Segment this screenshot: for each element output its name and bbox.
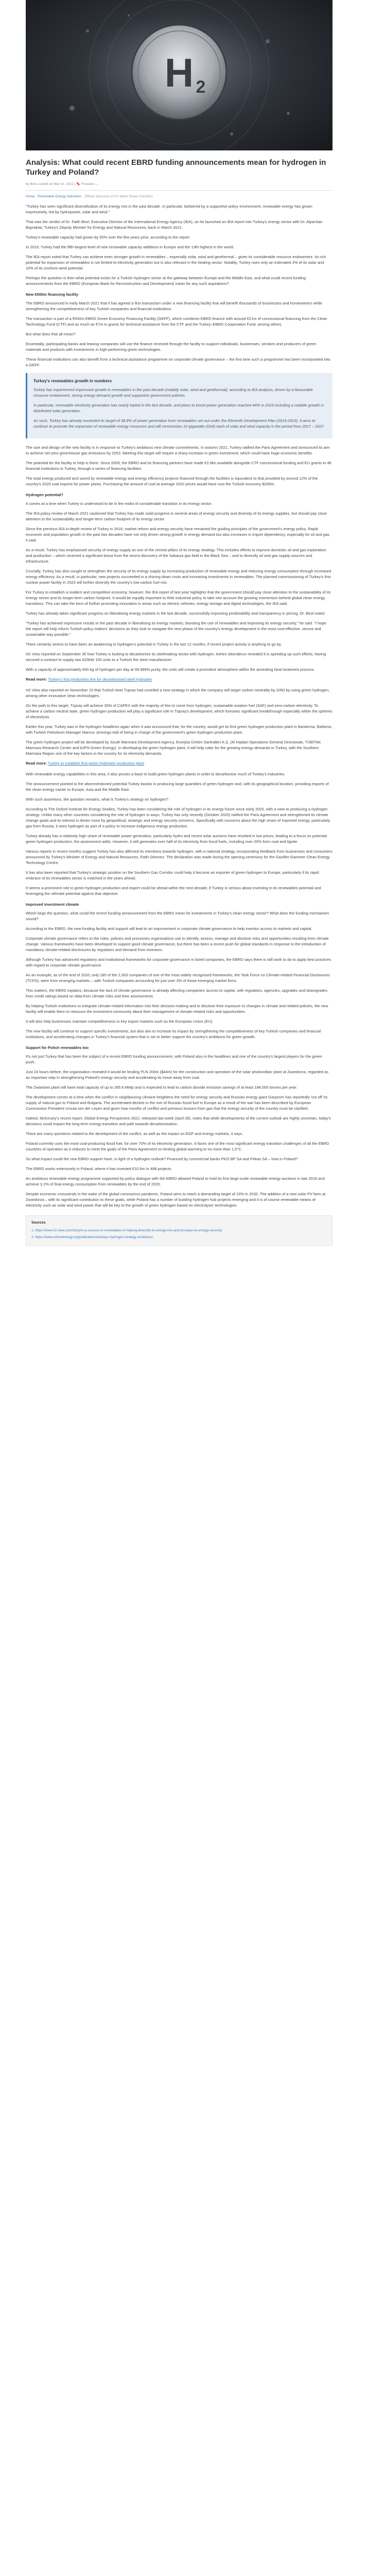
paragraph: It seems a prominent role in green hydrogen production and export could be ahead within the next decade, if Turkey is serious about investing in its renewables potential and leveraging the ultimate potential against that objective. <box>26 886 321 896</box>
paragraph: The development comes at a time when the conflict in neighbouring Ukraine heightens the need for energy security and Russian energy giant Gazprom has reportedly 'cut off' its supply of natural gas to Poland and Bulgaria. The accelerated decline in the rise of Russian fossil fuel in Europe as a result of the war has been described by European Commission President Ursula von der Leyen and given how months of conflict and previous lessons from gas that the energy security of the country must be clarified. <box>26 1095 328 1111</box>
svg-text:H: H <box>164 50 194 95</box>
paragraph: Turkey already has a relatively high share of renewable power generation, particularly hydro and recent solar auctions have resulted in low prices, leading to a focus on potential green hydrogen production, the assessment adds. However, it still generates over half of its electricity from fossil fuels, including over 20% from coal and lignite. <box>26 834 327 844</box>
paragraph: "Turkey has achieved impressive results in the past decade in liberalising its energy markets, boosting the use of renewables and improving its energy security," he said. "I hope the report will help inform Turkish policy makers' decisions as they look to navigate the next phase of the country's energy development in the most cost-effective, secure and sustainable way possible." <box>26 621 326 637</box>
paragraph: The IEA report noted that Turkey can achieve even stronger growth in renewables – especially solar, wind and geothermal – given its considerable resource endowment. Its rich potential for expansion of renewables is not limited to electricity generation but is also relevant in the heating sector. Notably, Turkey uses only an estimated 3% of its solar and 10% of its onshore wind potential. <box>26 255 326 270</box>
article-container <box>26 0 332 1246</box>
paragraph: It's not just Turkey that has been the subject of a recent EBRD funding announcement, with Poland also in the headlines and one of the country's largest players for the green push. <box>26 1054 322 1064</box>
paragraph: These financial institutions can also benefit from a technical assistance programme on corporate climate governance – the first time such a programme has been incorporated into a GEFF. <box>26 357 330 367</box>
callout-paragraph: Turkey has experienced impressive growth in renewables in the past decade (notably solar, wind and geothermal), according to IEA analysis, driven by a favourable resource endowment, strong energy demand growth and supportive government policies. <box>33 387 313 398</box>
paragraph: As a result, Turkey has emphasised security of energy supply as one of the central pillars of its energy strategy. This includes efforts to improve domestic oil and gas exploration and production – which received a significant boost from the recent discovery of the Sakarya gas field in the Black Sea – and to diversify oil and gas supply sources and infrastructure. <box>26 548 326 564</box>
hydrogen-coin-illustration <box>26 0 332 150</box>
paragraph: There are many questions related to the development of the conflict, as well as the impact on EGP and energy markets, it says. <box>26 1131 243 1136</box>
paragraph: According to the EBRD, the new funding facility and support will lead to an improvement in corporate climate governance to help investor access to markets and capital. <box>26 926 312 931</box>
article-meta: by Bob Lockhill on Mar 02, 2021 | 🔖 Fossiere — <box>26 182 99 186</box>
section-heading: Support for Polish renewables too <box>26 1045 89 1050</box>
paragraph: H2 View also reported on November 15 that Turkish beet Tupras had unveiled a new strategy in which the company will target carbon neutrality by 2050 by using green hydrogen, among other innovative clean technologies. <box>26 688 330 698</box>
article-title <box>26 158 332 177</box>
sources-title: Sources <box>31 1221 46 1225</box>
paragraph: With such assertions, the question remains, what is Turkey's strategy on hydrogen? <box>26 797 168 802</box>
paragraph: Perhaps the question is then what potential exists for a Turkish hydrogen sector at the gateway between Europe and the Middle East, and what could recent funding announcements from the EBRD (European Bank for Reconstruction and Development) mean for any such aspirations? <box>26 276 306 286</box>
section-heading: New €500m financing facility <box>26 292 79 297</box>
paragraph: With a capacity of approximately 600 kg of hydrogen per day at 99.999% purity, the units will create a promotive atmosphere within the annealing heat treatment process. <box>26 667 315 672</box>
source-link[interactable]: 2. https://www.oxfordenergy.org/publications/turkeys-hydrogen-strategy-ambitions/ <box>31 1235 153 1239</box>
paragraph: There certainly seems to have been an awakening to hydrogen's potential in Turkey in the last 12 months, if recent project activity is anything to go by. <box>26 642 282 647</box>
hero-image <box>26 0 332 150</box>
paragraph: An ambitious renewable energy programme supported by policy dialogue with the EBRD allowed Poland to hold its first large-scale renewable energy auctions in late 2016 and achieve 3.2% of final energy consumption from renewables by the end of 2020. <box>26 1176 325 1187</box>
read-more <box>26 760 332 766</box>
paragraph: But what does that all mean? <box>26 332 76 336</box>
paragraph: Crucially, Turkey has also sought to strengthen the security of its energy supply by increasing production of renewable energy and reducing energy consumption through increased energy efficiency. As a result, in particular, new projects succeeded in a shining down costs and increasing investments in renewables. The planned commissioning of Turkey's first nuclear power facility in 2023 will further diversify the country's low-carbon fuel mix. <box>26 569 331 585</box>
paragraph: The announcement pointed to the aforementioned potential Turkey boasts in producing large quantities of green hydrogen and, with its geographical location, providing exports of the clean energy carrier to Europe, Asia and the Middle East. <box>26 782 329 792</box>
callout-paragraph: In particular, renewable electricity generation has nearly tripled in the last decade, and plans to boost power generation reached 44% in 2019 including a notable growth in distributed solar generation. <box>33 403 324 413</box>
paragraph: Which begs the question, what could the recent funding announcement from the EBRD mean for investments in Turkey's clean energy sector? What does the funding mechanism sound? <box>26 911 329 921</box>
svg-text:2: 2 <box>196 77 206 97</box>
section-heading: Improved investment climate <box>26 902 79 907</box>
paragraph: The new facility will continue to support specific investments, but also aim to increase its impact by strengthening the competitiveness of key Turkish companies and financial institutions, and accelerating changes in Turkey's financial system that is set to better support the country's ambitions for green growth. <box>26 1029 321 1039</box>
breadcrumb-section: Official Sponsors of H2 Week Power Corridors <box>84 195 153 198</box>
callout-title: Turkey's renewables growth in numbers <box>33 379 112 383</box>
paragraph: The IEA policy review of March 2021 cautioned that Turkey has made solid progress in several areas of energy security and diversity of its energy supplies, but should pay close attention to the sustainability and longer-term carbon footprint of its energy sector. <box>26 511 327 521</box>
paragraph: The EBRD works extensively in Poland, where it has invested €10.6m in 488 projects. <box>26 1166 172 1171</box>
paragraph: This matters, the EBRD explains, because the lack of climate governance is already affecting companies' access to capital, with regulators, agencies, upgrades and downgrades from credit ratings based on data from climate risks and their assessments. <box>26 988 328 998</box>
paragraph: The EBRD announced in early March 2021 that it has agreed a first transaction under a new financing facility that will benefit thousands of businesses and homeowners while strengthening the competitiveness of key Turkish companies and financial institutions. <box>26 301 322 311</box>
paragraph: According to The Oxford Institute for Energy Studies, Turkey has been considering the role of hydrogen in its energy future since early 2020, with a view to producing a hydrogen strategy. Unlike many other countries considering the role of hydrogen in ways, Turkey has only recently (October 2020) ratified the Paris Agreement and strengthened its climate change goals and its interest is driven more by geopolitical, strategic and energy security concerns. Specifically with concerns about the high share of imported energy, particularly gas from Russia, it sees hydrogen as part of a policy to increase indigenous energy production. <box>26 807 330 828</box>
paragraph: So what impact could the new EBRD support have, in light of a hydrogen outlook? Financed by commercial banks PKO BP SA and Pekao SA – how in Poland? <box>26 1157 298 1161</box>
paragraph: That was the verdict of Dr. Fatih Birol, Executive Director of the International Energy Agency (IEA), as he launched an IEA report into Turkey's energy sector with Dr. Alparslan Bayraktar, Turkey's Deputy Minister for Energy and Natural Resources, back in March 2021. <box>26 219 323 230</box>
paragraph: As an example, as of the end of 2020, only 185 of the 2,303 companies of one of the most widely recognised frameworks, the Task Force on Climate-related Financial Disclosures (TCFD), were from emerging markets – with Turkish companies accounting for just over 3% of those emerging market firms. <box>26 973 330 983</box>
breadcrumb <box>26 194 332 199</box>
read-more <box>26 676 332 682</box>
paragraph: Poland currently uses the most coal-producing fossil fuel, for over 70% of its electricity generation. It faces one of the most significant energy transition challenges of all the EBRD countries of operation as it reduces to meet the goals of the Paris Agreement on limiting global warming to no more than 1.5°C. <box>26 1141 329 1151</box>
paragraph: Essentially, participating banks and leasing companies will use the finance received through the facility to support individuals, businesses, vendors and producers of green materials and products with investments in high-performing green technologies. <box>26 342 317 352</box>
paragraph: "Turkey has seen significant diversification of its energy mix in the past decade. In particular, bolstered by a supportive policy environment, renewable energy has grown impressively, led by hydropower, solar and wind." <box>26 204 312 214</box>
paragraph: H2 View reported on September 30 how Turkey is looking to decarbonise its steelmaking sector with hydrogen. Ashes Iskenderun revealed it is speeding up such efforts, having secured a contract to supply two 625kW 100 units to a Turkish fire steel manufacturer. <box>26 652 326 662</box>
divider <box>26 190 332 191</box>
paragraph: Since the previous IEA in-depth review of Turkey in 2016, market reform and energy security have remained the guiding principles of the government's energy policy. Rapid economic and population growth in the past two decades have not only driven strong growth in energy demand but also increases in import dependency, especially for oil and gas, it said. <box>26 527 330 543</box>
article-body <box>26 204 332 1208</box>
paragraph: Corporate climate governance refers to the rules, policies and processes organisations use to identify, assess, manage and disclose risks and opportunities resulting from climate change. Various frameworks have been developed to support good climate governance, but there has been a recent push for global standards in response to the introduction of mandatory climate-related disclosures by regulators and demand from investors. <box>26 936 329 952</box>
read-more-label: Read more: <box>26 761 47 766</box>
paragraph: The green hydrogen project will be developed by South Marmara Development Agency, Enerjisa Üretim Santralleri A.Ş. (Al Haidari Operations General Directorate, TÜBİTAK Marmara Research Center and AJPS-Green Energy). In developing the green hydrogen plant, it will help cater for the growing energy demands in Turkey, with the Southern Marmara Region one of the key factors in the country for its electricity demands. <box>26 740 321 756</box>
paragraph: The size and design of the new facility is in response to Turkey's ambitious new climate commitments. In autumn 2021, Turkey ratified the Paris Agreement and announced its aim to achieve net-zero greenhouse gas emissions by 2053. Meeting this target will require a sharp increase in green investment, which could have huge economic benefits. <box>26 445 330 455</box>
paragraph: On the path to this target, Tüpraş will achieve 30% of CAPEX with the majority of this to come from hydrogen, sustainable aviation fuel (SAF) and zero-carbon electricity. To achieve a carbon neutral state, green hydrogen production will play a significant role in Tüpraş's development, which foresees significant breakthrough especially within the spheres of electrolysis. <box>26 703 332 719</box>
paragraph: Turkey's renewable capacity had grown by 50% over the few years prior, according to the report. <box>26 235 190 240</box>
paragraph: It comes at a time when Turkey is understood to be in the midst of considerable transition in its energy sector. <box>26 501 213 506</box>
paragraph: The Zwartowo plant will have total capacity of up to 285.6 MWp and is expected to lead to carbon dioxide emission savings of at least 184,000 tonnes per year. <box>26 1085 297 1090</box>
callout-box <box>26 373 332 438</box>
breadcrumb-home[interactable]: Home <box>26 195 35 198</box>
sources-box <box>26 1215 332 1246</box>
paragraph: The total energy produced and saved by renewable energy and energy efficiency projects financed through the facilities is equivalent to that provided by around 12% of the country's 2020 coal imports for power plants. Purchasing the amount of coal at average 2020 prices would have cost the Turkish economy $265m. <box>26 476 318 486</box>
breadcrumb-category[interactable]: Renewable Energy Industries <box>38 195 82 198</box>
paragraph: Although Turkey has advanced regulatory and institutional frameworks for corporate governance in listed companies, the EBRD says there is still work to do to apply best practices with regard to corporate climate governance. <box>26 957 331 968</box>
paragraph: Turkey has already taken significant progress on liberalising energy markets in the last decade, successfully improving predictability and transparency in pricing, Dr. Birol noted. <box>26 611 326 616</box>
paragraph: In 2019, Turkey had the fifth-largest level of new renewable capacity additions in Europe and the 13th highest in the world. <box>26 245 234 249</box>
article-title-line1: Analysis: What could recent EBRD funding announcements mean for hydrogen in <box>26 158 326 167</box>
paragraph: Earlier this year, Turkey was in the hydrogen headlines again when it was announced that, for the country, would get its first green hydrogen production plant in Bandırma, Balikesir, with Turkish Petroleum Manager Marcus Jennings told of being in charge of the government's green hydrogen production plant. <box>26 724 332 735</box>
paragraph: For Turkey to establish a modern and competitive economy, however, the IEA report of last year highlights that the government should pay close attention to the sustainability of its energy sector and its longer-term carbon footprint. It would be equally important to their industrial policy to take into account the growing momentum behind global clean energy transitions. This can take the form of further promoting innovation in areas such as electric vehicles, energy storage and digital technologies, the IEA said. <box>26 590 331 606</box>
paragraph: The potential for the facility to help is there. Since 2009, the EBRD and its financing partners have made €2.6bn available alongside CTF concessional funding and EU grants to 48 financial institutions in Turkey, through a series of financing facilities. <box>26 461 331 471</box>
source-link[interactable]: 1. https://www.h2-view.com/story/in-a-success-in-renewables-is-helping-diversify-its-energy-mix-and-increase-its-energy-security/ <box>31 1229 222 1232</box>
section-heading: Hydrogen potential? <box>26 493 63 497</box>
paragraph: Indeed, McKinsey's recent report, Global Energy Perspective 2022, released last week (April 26), notes that while developments of the current outlook are highly uncertain, today's decisions could impact the long-term energy transition and path towards decarbonisation. <box>26 1116 331 1126</box>
paragraph: It will also help businesses maintain competitiveness in key export markets such as the European Union (EU). <box>26 1019 214 1024</box>
read-more-link[interactable]: Turkey to establish first green hydrogen production plant <box>48 761 145 766</box>
paragraph: Despite economic crosswinds in the wake of the global coronavirus pandemic, Poland aims to reach a demanding target of 23% in 2030. The addition of a new solar PV farm at Zwardorza – with its significant contribution to these goals, while Poland has a number of building hydrogen hub projects emerging and it is of course renewable means of electricity such as solar and wind power that will be key to the growth of green hydrogen based on electrolyser technologies. <box>26 1192 326 1208</box>
article-title-line2: Turkey and Poland? <box>26 168 99 177</box>
paragraph: With renewable energy capabilities in this area, it also proves a base to build green hydrogen plants in order to decarbonise much of Turkey's industries. <box>26 772 286 776</box>
read-more-link[interactable]: Turkey's first production line for decarbonised steel hydrogen <box>48 677 152 682</box>
read-more-label: Read more: <box>26 677 47 682</box>
callout-paragraph: As such, Turkey has already exceeded its target of 38.8% of power generation from renewables set out under the Eleventh Development Plan (2019-2023). It aims to continue to promote the expansion of renewable energy resources and will commission 10 gigawatts (GW) each of solar and wind capacity in the period from 2017 – 2027. <box>33 418 325 429</box>
paragraph: Various reports in recent months suggest Turkey has also affirmed its intentions towards hydrogen, with a national strategy, incorporating feedback from businesses and consumers announced by Turkey's Minister of Energy and Natural Resources, Fatih Dönmez. The declaration was made during the opening ceremony for the Gazifier-Gammer Clean Energy Technology Centre. <box>26 849 332 865</box>
paragraph: The transaction is part of a €500m EBRD Green Economy Financing Facility (GEFF), which combines EBRD finance with around €21m of concessional financing from the Clean Technology Fund (CTF) and as much as €7m in grants for technical assistance from the CTF and the Turkey–EBRD Cooperation Fund, among others. <box>26 316 327 327</box>
paragraph: Just 24 hours before, the organisation revealed it would be lending PLN 200m ($44m) for the construction and operation of the solar photovoltaic plant at Zwardorza, regarded as an important step in strengthening Poland's energy security and accelerating its move away from coal. <box>26 1070 328 1080</box>
paragraph: By helping Turkish institutions to integrate climate-related information into their decision-making and to disclose their exposure to changes in climate and related policies, the new facility will enable them to reassure the investment community about their management of climate-related risks and opportunities. <box>26 1004 328 1014</box>
paragraph: It has also been reported that Turkey's strategic position on the Southern Gas Corridor could help it become an exporter of green hydrogen to Europe, particularly if its rapid embrace of its renewables sector is matched in the years ahead. <box>26 870 319 880</box>
